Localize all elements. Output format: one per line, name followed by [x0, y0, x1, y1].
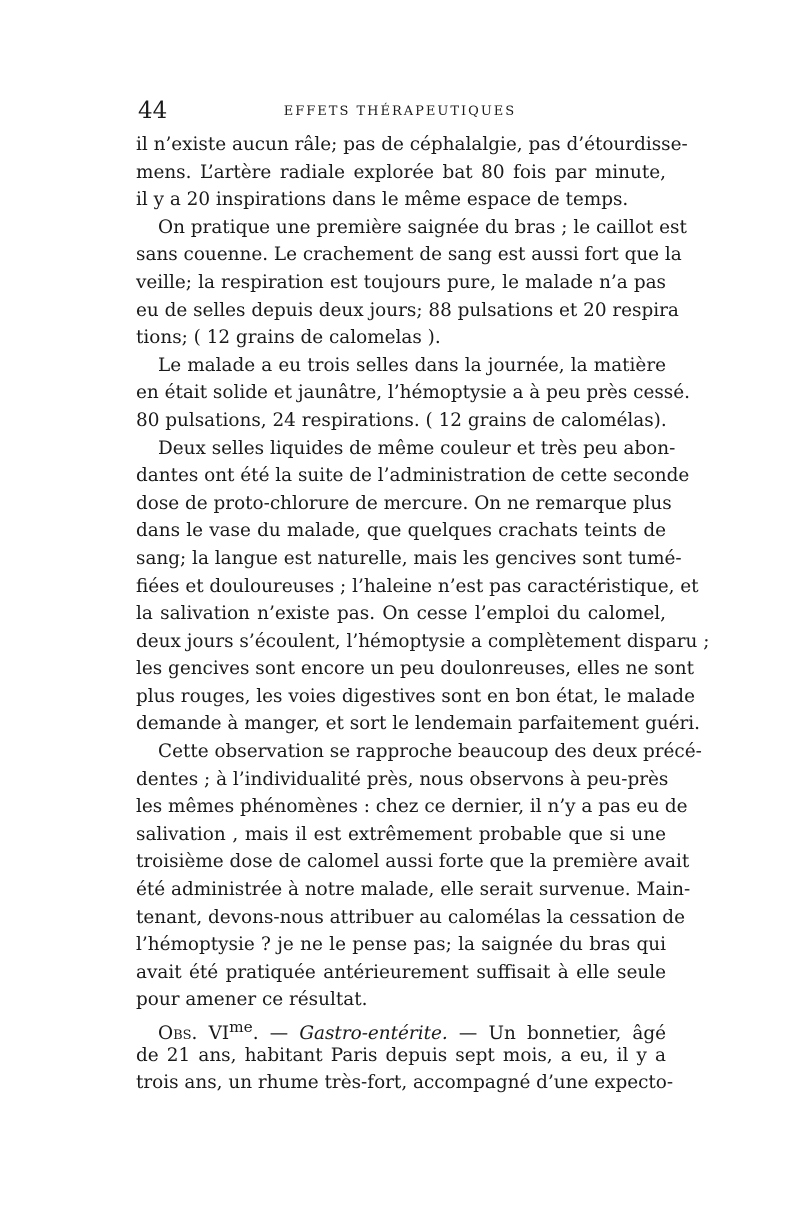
text-line: eu de selles depuis deux jours; 88 pulsations et 20 respira — [136, 299, 679, 321]
text-line: demande à manger, et sort le lendemain parfaitement guéri. — [136, 713, 700, 735]
body-text — [136, 131, 710, 1097]
text-line: en était solide et jaunâtre, l’hémoptysie a à peu près cessé. — [136, 382, 690, 404]
text-line: deux jours s’écoulent, l’hémoptysie a complètement disparu ; — [136, 630, 710, 652]
text-line: On pratique une première saignée du bras ; le caillot est — [158, 216, 687, 238]
text-line: plus rouges, les voies digestives sont en bon état, le malade — [136, 685, 695, 707]
text-line: veille; la respiration est toujours pure, le malade n’a pas — [136, 271, 666, 293]
text-line: été administrée à notre malade, elle serait survenue. Main- — [136, 879, 691, 901]
text-line: Cette observation se rapproche beaucoup des deux précé- — [158, 741, 702, 763]
text-line: les mêmes phénomènes : chez ce dernier, il n’y a pas eu de — [136, 796, 688, 818]
observation-dash: — — [447, 1023, 489, 1045]
text-line: salivation , mais il est extrêmement probable que si une — [136, 823, 666, 845]
text-line: il n’existe aucun râle; pas de céphalalgie, pas d’étourdisse- — [136, 134, 688, 155]
text-line: dans le vase du malade, que quelques crachats teints de — [136, 520, 666, 542]
observation-label-superscript: me — [229, 1018, 253, 1036]
text-line: de 21 ans, habitant Paris depuis sept mois, a eu, il y a — [136, 1044, 666, 1066]
text-line: dose de proto-chlorure de mercure. On ne remarque plus — [136, 492, 672, 514]
running-head: EFFETS THÉRAPEUTIQUES — [283, 104, 517, 119]
observation-label: Obs. VI — [158, 1023, 230, 1045]
text-line: mens. L’artère radiale explorée bat 80 fois par minute, — [136, 161, 666, 183]
observation-heading-line — [136, 1014, 666, 1045]
text-line: les gencives sont encore un peu doulonreuses, elles ne sont — [136, 658, 694, 680]
text-line: tions; ( 12 grains de calomelas ). — [136, 327, 441, 349]
text-line: Deux selles liquides de même couleur et très peu abon- — [158, 437, 676, 459]
text-line: 80 pulsations, 24 respirations. ( 12 grains de calomélas). — [136, 409, 667, 431]
text-line: fiées et douloureuses ; l’haleine n’est pas caractéristique, et — [136, 575, 699, 597]
page-header — [138, 96, 662, 126]
observation-label-end: . — — [252, 1023, 289, 1045]
text-line: pour amener ce résultat. — [136, 989, 368, 1011]
text-line: dentes ; à l’individualité près, nous observons à peu-près — [136, 768, 669, 790]
text-line: avait été pratiquée antérieurement suffisait à elle seule — [136, 961, 666, 983]
text-line: l’hémoptysie ? je ne le pense pas; la saignée du bras qui — [136, 934, 666, 956]
text-line: tenant, devons-nous attribuer au calomélas la cessation de — [136, 906, 685, 928]
text-line: trois ans, un rhume très-fort, accompagné d’une expecto- — [136, 1072, 674, 1094]
text-line: sang; la langue est naturelle, mais les gencives sont tumé- — [136, 547, 682, 569]
page-number: 44 — [138, 98, 168, 124]
text-line: il y a 20 inspirations dans le même espace de temps. — [136, 189, 629, 211]
text-line: sans couenne. Le crachement de sang est aussi fort que la — [136, 244, 682, 266]
text-line: Le malade a eu trois selles dans la journée, la matière — [158, 354, 666, 376]
text-line: la salivation n’existe pas. On cesse l’emploi du calomel, — [136, 603, 666, 625]
text-line: dantes ont été la suite de l’administration de cette seconde — [136, 465, 690, 487]
observation-title: Gastro-entérite. — [299, 1023, 448, 1045]
observation-first-line: Un bonnetier, âgé — [488, 1023, 666, 1045]
text-line: troisième dose de calomel aussi forte que la première avait — [136, 851, 690, 873]
